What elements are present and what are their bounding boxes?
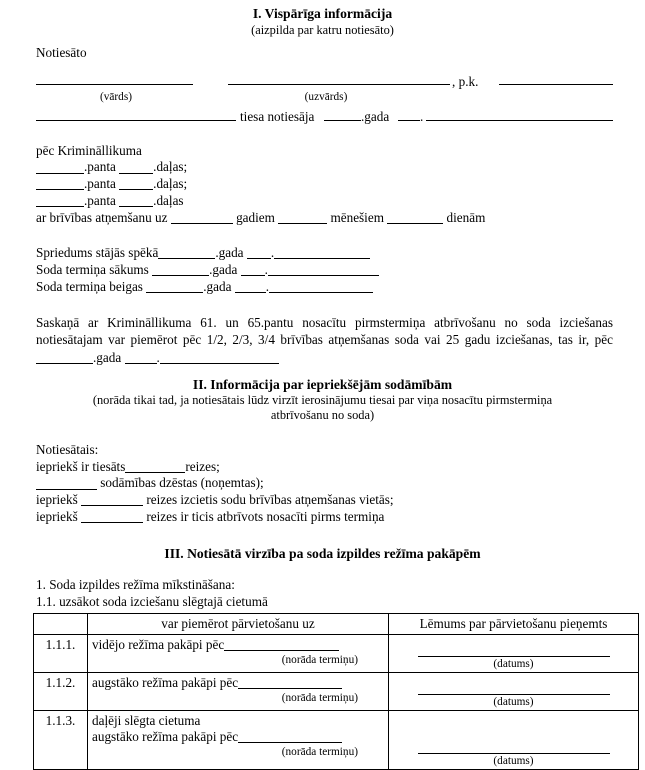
table-row <box>34 710 639 769</box>
row-content-3 <box>88 710 389 769</box>
caption-lastname: (uzvārds) <box>304 90 348 103</box>
article-number-rule-2[interactable] <box>36 177 84 191</box>
section-2-title: II. Informācija par iepriekšējām sodāmībām <box>192 376 453 392</box>
row-term-caption-1: (norāda termiņu) <box>281 653 358 666</box>
imprisonment-line <box>36 210 613 227</box>
section-3-title: III. Notiesātā virzība pa soda izpildes režīma pakāpēm <box>164 546 481 562</box>
term-dot-2: . <box>264 261 268 277</box>
row-content-1 <box>88 634 389 672</box>
court-year-rule[interactable] <box>324 120 361 121</box>
paragraph-dot: . <box>156 350 160 366</box>
table-row <box>34 634 639 672</box>
row-date-caption-2: (datums) <box>493 695 534 708</box>
name-captions-row <box>36 92 613 107</box>
term-month-rule-2[interactable] <box>268 263 379 277</box>
term-line-3 <box>36 279 613 296</box>
term-day-rule-1[interactable] <box>247 246 271 260</box>
term-year-rule-2[interactable] <box>152 263 209 277</box>
early-release-text: Saskaņā ar Krimināllikuma 61. un 65.pantu nosacītu pirmstermiņa atbrīvošanu no soda izciešanas notiesātajam var piemērot pēc 1/2, 2/3, 3/4 brīvības atņemšanas soda vai 25 gadu izciešanas, tas ir, pēc <box>36 314 613 348</box>
row-decision-1 <box>389 634 639 672</box>
term-month-rule-3[interactable] <box>269 279 373 293</box>
convict-label-1: Notiesāto <box>36 44 87 60</box>
row-decision-2 <box>389 672 639 710</box>
name-fields-row <box>36 71 613 92</box>
prior-line-2-suffix: sodāmības dzēstas (noņemtas); <box>100 475 264 491</box>
prior-count-rule-2[interactable] <box>36 476 97 490</box>
court-name-rule[interactable] <box>36 120 236 121</box>
term-dot-3: . <box>265 278 270 294</box>
section-3-item-1: 1. Soda izpildes režīma mīkstināšana: <box>36 576 235 592</box>
prior-count-rule-3[interactable] <box>81 493 143 507</box>
article-part-rule-1[interactable] <box>119 160 153 174</box>
days-rule[interactable] <box>387 211 443 225</box>
section-1-subtitle: (aizpilda par katru notiesāto) <box>251 22 394 37</box>
term-year-rule-3[interactable] <box>146 279 203 293</box>
article-number-rule-3[interactable] <box>36 194 84 208</box>
imprisonment-prefix: ar brīvības atņemšanu uz <box>36 210 168 226</box>
term-label-1: Spriedums stājās spēkā <box>36 245 159 261</box>
table-header-row <box>34 614 639 634</box>
paragraph-day-rule[interactable] <box>125 351 157 365</box>
days-word: dienām <box>446 210 486 226</box>
row-date-caption-1: (datums) <box>493 657 534 670</box>
law-intro: pēc Krimināllikuma <box>36 142 142 158</box>
row-decision-3 <box>389 710 639 769</box>
row-term-rule-3[interactable] <box>238 730 342 744</box>
court-sentenced-label: tiesa notiesāja <box>240 108 315 124</box>
row-text-1: vidējo režīma pakāpi pēc <box>92 636 225 652</box>
row-number-1: 1.1.1. <box>34 634 88 672</box>
term-dot-1: . <box>270 245 275 261</box>
article-part-rule-3[interactable] <box>119 194 153 208</box>
row-content-2 <box>88 672 389 710</box>
row-number-2: 1.1.2. <box>34 672 88 710</box>
term-line-2 <box>36 262 613 279</box>
early-release-paragraph <box>36 314 613 367</box>
article-word-3: .panta <box>84 193 116 209</box>
prior-line-1 <box>36 459 613 476</box>
section-2-subtitle-line2: atbrīvošanu no soda) <box>270 408 375 423</box>
pk-label: , p.k. <box>452 73 479 89</box>
article-word-2: .panta <box>84 176 116 192</box>
prior-line-3-prefix: iepriekš <box>36 492 78 508</box>
convict-label-2: Notiesātais: <box>36 441 99 457</box>
court-row <box>36 107 613 129</box>
article-line-2 <box>36 176 613 193</box>
years-rule[interactable] <box>171 211 233 225</box>
part-word-1: .daļas; <box>153 159 188 175</box>
row-term-caption-3: (norāda termiņu) <box>281 746 358 759</box>
court-year-word: .gada <box>361 108 390 124</box>
article-line-3 <box>36 193 613 210</box>
term-year-word-2: .gada <box>209 261 238 277</box>
prior-count-rule-4[interactable] <box>81 510 143 524</box>
prior-line-3-suffix: reizes izcietis sodu brīvības atņemšanas vietās; <box>146 492 394 508</box>
article-word-1: .panta <box>84 159 116 175</box>
term-label-2: Soda termiņa sākums <box>36 261 149 277</box>
term-year-word-3: .gada <box>203 278 232 294</box>
prior-line-3 <box>36 492 613 509</box>
article-number-rule-1[interactable] <box>36 160 84 174</box>
regime-transfer-table <box>33 613 639 770</box>
section-2-subtitle-line1: (norāda tikai tad, ja notiesātais lūdz virzīt ierosinājumu tiesai par viņa nosacītu pirmstermiņa <box>92 393 553 408</box>
court-dot: . <box>420 108 424 124</box>
row-text-3-line-1: daļēji slēgta cietuma <box>92 712 201 728</box>
part-word-3: .daļas <box>153 193 184 209</box>
lastname-rule[interactable] <box>228 84 450 85</box>
months-rule[interactable] <box>278 211 327 225</box>
months-word: mēnešiem <box>330 210 384 226</box>
row-term-rule-1[interactable] <box>224 637 339 651</box>
term-year-word-1: .gada <box>215 245 244 261</box>
prior-line-1-suffix: reizes; <box>185 458 220 474</box>
row-term-rule-2[interactable] <box>238 675 342 689</box>
term-month-rule-1[interactable] <box>274 246 370 260</box>
term-label-3: Soda termiņa beigas <box>36 278 143 294</box>
paragraph-year-rule[interactable] <box>36 351 93 365</box>
court-day-rule[interactable] <box>398 120 420 121</box>
row-term-caption-2: (norāda termiņu) <box>281 691 358 704</box>
term-line-1 <box>36 245 613 262</box>
years-word: gadiem <box>236 210 275 226</box>
header-middle-cell: var piemērot pārvietošanu uz <box>88 614 389 634</box>
paragraph-year-word: .gada <box>93 350 122 366</box>
section-1-title: I. Vispārīga informācija <box>252 6 393 21</box>
prior-line-4-prefix: iepriekš <box>36 509 78 525</box>
table-row <box>34 672 639 710</box>
firstname-rule[interactable] <box>36 84 193 85</box>
court-month-rule[interactable] <box>426 120 613 121</box>
personal-code-rule[interactable] <box>499 84 613 85</box>
prior-line-1-prefix: iepriekš ir tiesāts <box>36 458 126 474</box>
term-day-rule-3[interactable] <box>235 279 266 293</box>
term-year-rule-1[interactable] <box>158 246 215 260</box>
header-right-cell: Lēmums par pārvietošanu pieņemts <box>389 614 639 634</box>
term-day-rule-2[interactable] <box>241 263 265 277</box>
prior-line-4-suffix: reizes ir ticis atbrīvots nosacīti pirms termiņa <box>146 509 385 525</box>
prior-line-4 <box>36 509 613 526</box>
part-word-2: .daļas; <box>153 176 188 192</box>
row-text-2: augstāko režīma pakāpi pēc <box>92 674 239 690</box>
header-num-cell <box>34 614 88 634</box>
row-number-3: 1.1.3. <box>34 710 88 769</box>
paragraph-month-rule[interactable] <box>160 351 279 365</box>
row-text-3-line-2: augstāko režīma pakāpi pēc <box>92 729 239 745</box>
section-3-item-1-1: 1.1. uzsākot soda izciešanu slēgtajā cietumā <box>36 593 268 609</box>
prior-line-2 <box>36 475 613 492</box>
prior-count-rule-1[interactable] <box>125 459 185 473</box>
article-part-rule-2[interactable] <box>119 177 153 191</box>
row-date-caption-3: (datums) <box>493 755 534 768</box>
article-line-1 <box>36 159 613 176</box>
caption-firstname: (vārds) <box>100 90 132 103</box>
